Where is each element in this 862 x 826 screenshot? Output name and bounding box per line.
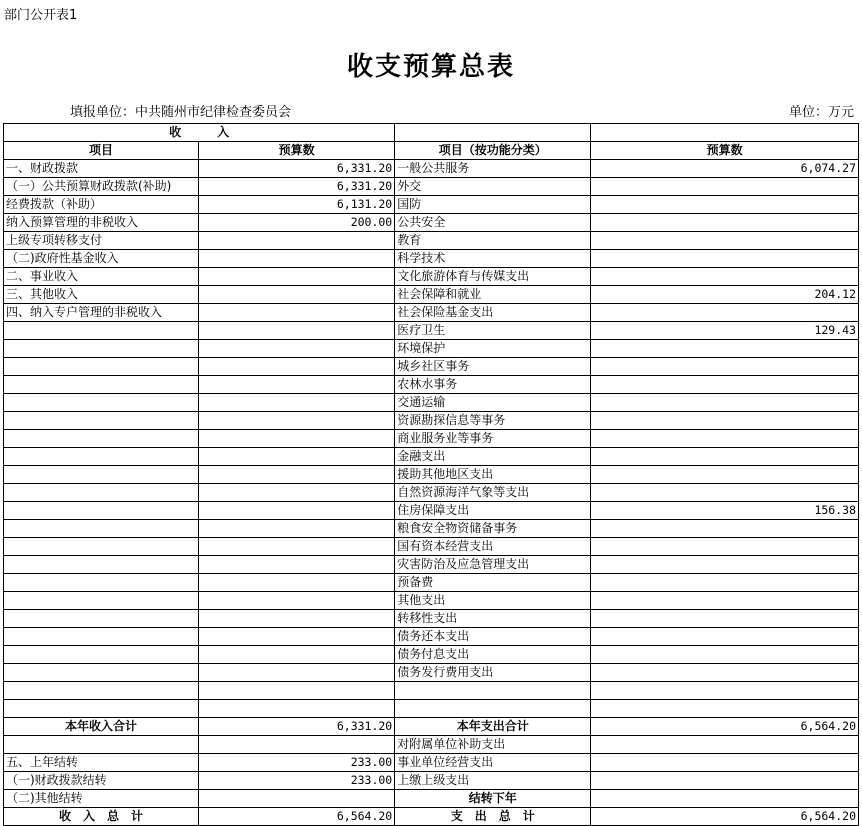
empty-cell [591,124,859,142]
income-item-cell: （二)政府性基金收入 [4,250,199,268]
income-amount-cell [199,610,395,628]
income-amount-cell: 200.00 [199,214,395,232]
income-item-cell [4,376,199,394]
income-total-value: 6,564.20 [199,808,395,826]
expense-amount-cell [591,628,859,646]
expense-item-cell: 转移性支出 [395,610,591,628]
expense-amount-cell [591,610,859,628]
expense-amount-cell [591,574,859,592]
income-amount-cell [199,556,395,574]
page-label: 部门公开表1 [4,8,78,23]
expense-item-cell: 灾害防治及应急管理支出 [395,556,591,574]
expense-amount-cell [591,538,859,556]
table-row [4,610,859,628]
expense-item-cell: 国防 [395,196,591,214]
income-item-cell [4,628,199,646]
fiscal-carry-label: （一)财政拨款结转 [4,772,199,790]
expense-amount-cell [591,250,859,268]
income-item-cell [4,502,199,520]
expense-amount-cell: 156.38 [591,502,859,520]
income-amount-cell [199,574,395,592]
expense-item-cell: 交通运输 [395,394,591,412]
income-amount-cell [199,484,395,502]
expense-item-cell: 外交 [395,178,591,196]
table-row [4,250,859,268]
income-amount-cell [199,412,395,430]
year-expense-value: 6,564.20 [591,718,859,736]
expense-amount-cell [591,268,859,286]
income-item-cell [4,538,199,556]
income-amount-cell [199,232,395,250]
next-year-label: 结转下年 [395,790,591,808]
expense-item-cell: 债务发行费用支出 [395,664,591,682]
table-row [4,538,859,556]
income-amount-cell [199,250,395,268]
income-group-header: 收 入 [4,124,395,142]
income-amount-cell [199,304,395,322]
expense-amount-cell [591,556,859,574]
table-row [4,286,859,304]
expense-item-cell: 预备费 [395,574,591,592]
income-item-cell: 纳入预算管理的非税收入 [4,214,199,232]
expense-item-cell: 债务还本支出 [395,628,591,646]
income-amount-cell [199,358,395,376]
income-amount-header: 预算数 [199,142,395,160]
expense-item-cell: 城乡社区事务 [395,358,591,376]
expense-item-cell: 教育 [395,232,591,250]
expense-item-cell: 文化旅游体育与传媒支出 [395,268,591,286]
table-row [4,664,859,682]
table-row [4,358,859,376]
expense-item-cell: 债务付息支出 [395,646,591,664]
table-row [4,628,859,646]
table-row [4,412,859,430]
expense-amount-cell: 6,074.27 [591,160,859,178]
empty-cell [591,754,859,772]
year-expense-label: 本年支出合计 [395,718,591,736]
income-item-cell: 上级专项转移支付 [4,232,199,250]
fiscal-carry-value: 233.00 [199,772,395,790]
filler-line [70,101,291,120]
expense-item-cell: 资源勘探信息等事务 [395,412,591,430]
table-row [4,304,859,322]
expense-item-cell: 其他支出 [395,592,591,610]
expense-amount-cell [591,664,859,682]
expense-amount-cell [591,394,859,412]
income-amount-cell [199,466,395,484]
expense-amount-cell [591,178,859,196]
expense-amount-cell [591,520,859,538]
income-item-cell [4,664,199,682]
expense-item-cell: 商业服务业等事务 [395,430,591,448]
income-item-cell: 一、财政拨款 [4,160,199,178]
income-item-header: 项目 [4,142,199,160]
income-amount-cell [199,538,395,556]
income-amount-cell [199,430,395,448]
income-item-cell [4,700,199,718]
income-amount-cell [199,682,395,700]
year-income-value: 6,331.20 [199,718,395,736]
expense-amount-cell [591,700,859,718]
year-total-row [4,718,859,736]
income-amount-cell [199,502,395,520]
grand-total-row [4,808,859,826]
income-item-cell [4,412,199,430]
table-row [4,160,859,178]
income-amount-cell [199,340,395,358]
page-title: 收支预算总表 [346,52,515,82]
empty-cell [395,124,591,142]
table-row [4,448,859,466]
sub-unit-label: 对附属单位补助支出 [395,736,591,754]
table-row [4,340,859,358]
upper-label: 上缴上级支出 [395,772,591,790]
expense-amount-cell [591,196,859,214]
table-row [4,790,859,808]
expense-total-label: 支 出 总 计 [395,808,591,826]
income-amount-cell [199,592,395,610]
budget-table [3,123,859,826]
year-income-label: 本年收入合计 [4,718,199,736]
income-total-label: 收 入 总 计 [4,808,199,826]
table-row [4,214,859,232]
income-amount-cell [199,376,395,394]
table-row [4,682,859,700]
empty-cell [199,790,395,808]
expense-item-cell: 社会保险基金支出 [395,304,591,322]
filler-unit: 中共随州市纪律检查委员会 [135,105,292,120]
income-item-cell [4,430,199,448]
income-item-cell [4,592,199,610]
income-item-cell [4,574,199,592]
expense-item-cell: 农林水事务 [395,376,591,394]
income-item-cell [4,646,199,664]
expense-item-cell: 粮食安全物资储备事务 [395,520,591,538]
other-carry-label: （二)其他结转 [4,790,199,808]
income-item-cell: 二、事业收入 [4,268,199,286]
income-amount-cell [199,664,395,682]
expense-amount-cell [591,430,859,448]
table-row [4,754,859,772]
table-row [4,736,859,754]
income-item-cell [4,556,199,574]
income-amount-cell: 6,331.20 [199,160,395,178]
expense-amount-cell [591,376,859,394]
expense-amount-cell [591,412,859,430]
expense-item-cell [395,700,591,718]
empty-cell [591,736,859,754]
table-row [4,646,859,664]
income-item-cell: 三、其他收入 [4,286,199,304]
empty-cell [199,736,395,754]
expense-amount-cell [591,646,859,664]
income-item-cell [4,358,199,376]
expense-amount-cell [591,304,859,322]
table-row [4,178,859,196]
carry-value: 233.00 [199,754,395,772]
expense-item-cell: 医疗卫生 [395,322,591,340]
table-row [4,376,859,394]
expense-item-cell: 住房保障支出 [395,502,591,520]
income-amount-cell [199,448,395,466]
biz-label: 事业单位经营支出 [395,754,591,772]
expense-item-cell: 科学技术 [395,250,591,268]
expense-total-value: 6,564.20 [591,808,859,826]
income-amount-cell [199,268,395,286]
empty-cell [591,772,859,790]
income-amount-cell: 6,131.20 [199,196,395,214]
expense-amount-cell [591,340,859,358]
table-row [4,268,859,286]
income-item-cell [4,682,199,700]
table-row [4,322,859,340]
expense-item-cell: 自然资源海洋气象等支出 [395,484,591,502]
expense-amount-cell [591,592,859,610]
unit-label: 单位：万元 [788,105,854,120]
table-row [4,592,859,610]
table-row [4,466,859,484]
expense-item-cell: 援助其他地区支出 [395,466,591,484]
expense-item-header: 项目（按功能分类） [395,142,591,160]
expense-item-cell: 金融支出 [395,448,591,466]
expense-item-cell: 一般公共服务 [395,160,591,178]
income-item-cell: 经费拨款（补助） [4,196,199,214]
table-row [4,484,859,502]
empty-cell [591,790,859,808]
income-item-cell [4,448,199,466]
expense-item-cell: 国有资本经营支出 [395,538,591,556]
table-row [4,196,859,214]
table-row [4,574,859,592]
income-item-cell: （一）公共预算财政拨款(补助) [4,178,199,196]
expense-amount-cell: 204.12 [591,286,859,304]
income-item-cell [4,610,199,628]
expense-amount-cell [591,232,859,250]
income-item-cell [4,466,199,484]
income-amount-cell [199,322,395,340]
expense-amount-cell [591,214,859,232]
table-row [4,430,859,448]
expense-item-cell: 公共安全 [395,214,591,232]
filler-label: 填报单位： [70,105,136,120]
carry-label: 五、上年结转 [4,754,199,772]
column-header-row [4,142,859,160]
income-item-cell [4,340,199,358]
income-item-cell [4,394,199,412]
table-row [4,556,859,574]
income-item-cell [4,484,199,502]
income-amount-cell [199,628,395,646]
table-row [4,232,859,250]
income-amount-cell [199,394,395,412]
income-item-cell [4,520,199,538]
expense-amount-header: 预算数 [591,142,859,160]
income-amount-cell [199,700,395,718]
expense-amount-cell [591,448,859,466]
expense-item-cell: 社会保障和就业 [395,286,591,304]
table-row [4,700,859,718]
income-amount-cell: 6,331.20 [199,178,395,196]
expense-amount-cell: 129.43 [591,322,859,340]
expense-amount-cell [591,466,859,484]
group-header-row [4,124,859,142]
expense-item-cell [395,682,591,700]
income-item-cell: 四、纳入专户管理的非税收入 [4,304,199,322]
table-row [4,772,859,790]
table-row [4,394,859,412]
table-row [4,520,859,538]
income-amount-cell [199,646,395,664]
income-item-cell [4,322,199,340]
table-row [4,502,859,520]
income-amount-cell [199,520,395,538]
expense-amount-cell [591,484,859,502]
income-amount-cell [199,286,395,304]
expense-item-cell: 环境保护 [395,340,591,358]
expense-amount-cell [591,682,859,700]
expense-amount-cell [591,358,859,376]
empty-cell [4,736,199,754]
